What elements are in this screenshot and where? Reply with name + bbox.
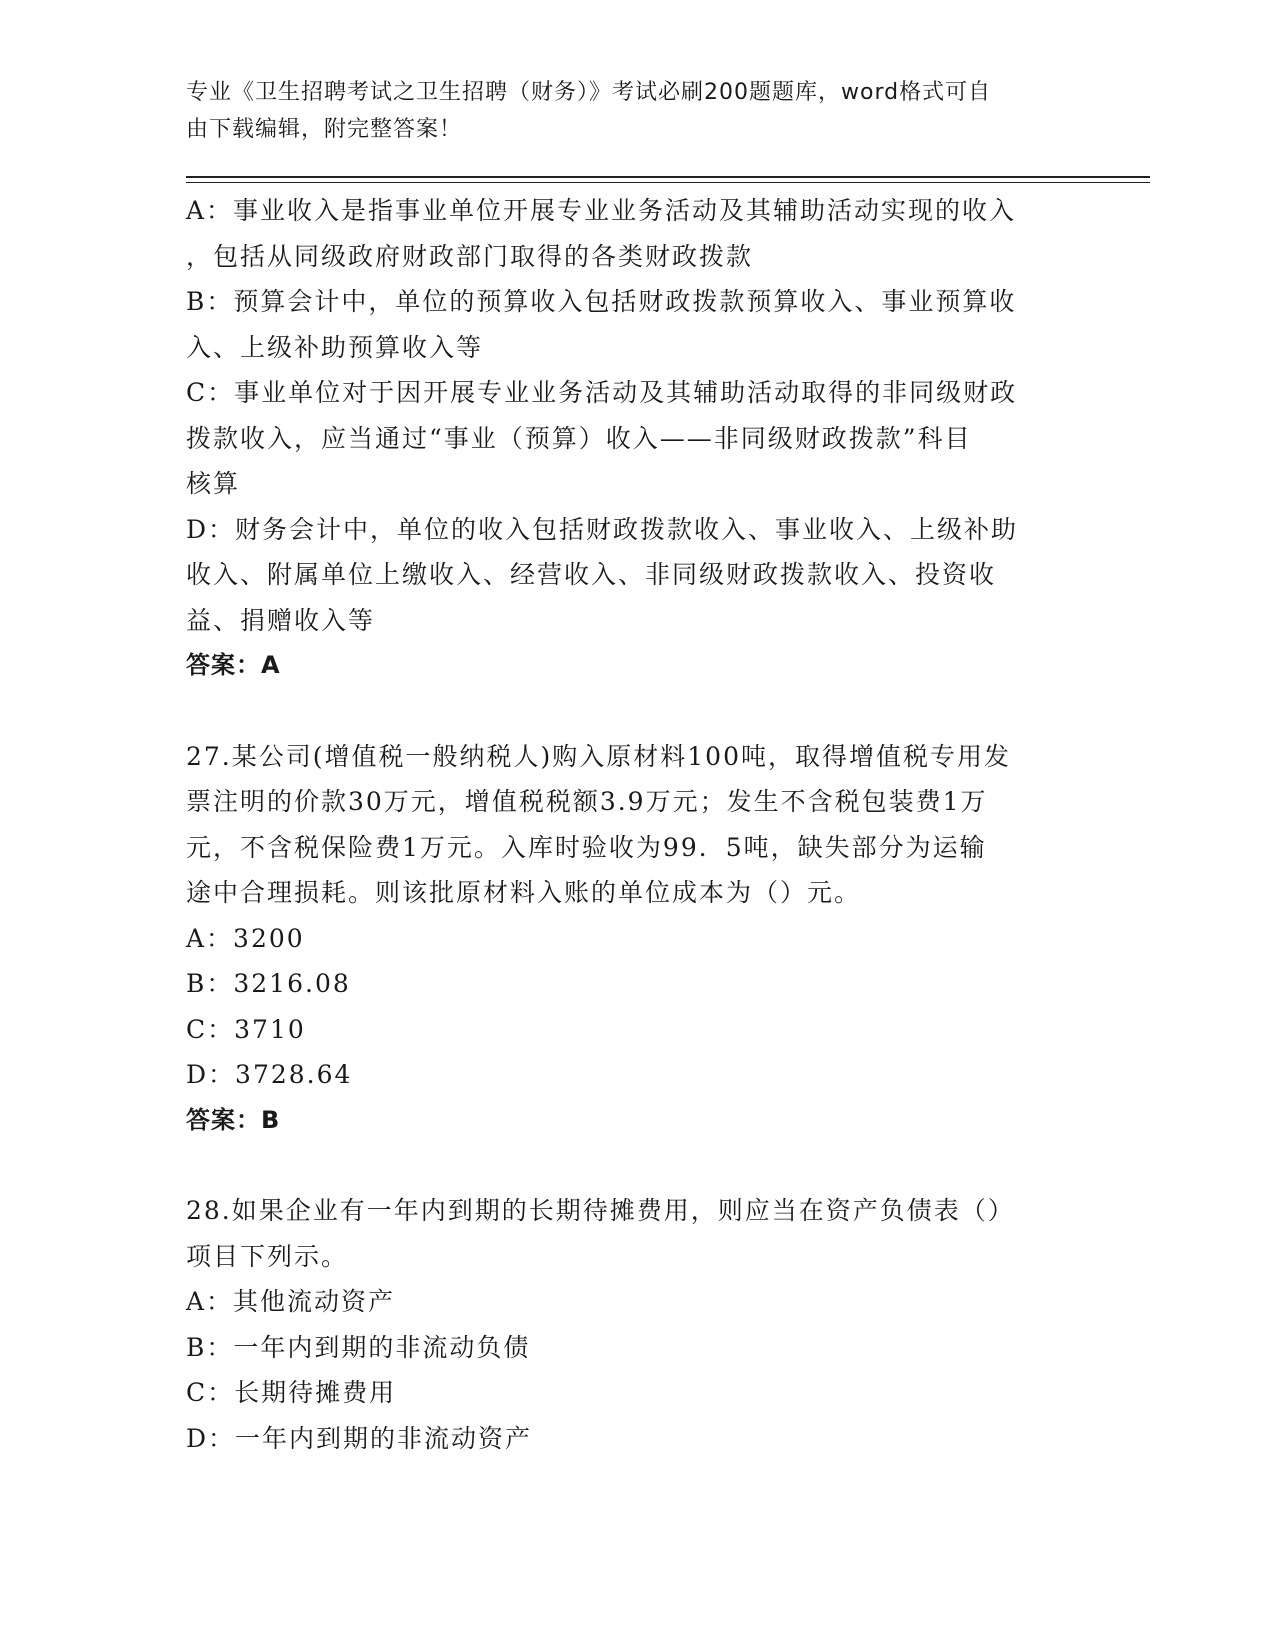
header-line-1: 专业《卫生招聘考试之卫生招聘（财务）》考试必刷200题题库，word格式可自 (186, 80, 992, 105)
option-a: A：3200 (186, 923, 305, 953)
header-rule-thin (186, 182, 1150, 183)
question-28 (186, 1188, 1071, 1461)
option-a: A：其他流动资产 (186, 1287, 396, 1316)
option-line: 拨款收入，应当通过“事业（预算）收入——非同级财政拨款”科目 (186, 423, 972, 453)
answer-26: 答案：A (186, 651, 281, 679)
question-stem-line: 项目下列示。 (186, 1241, 349, 1271)
header-rule-thick (186, 176, 1150, 178)
option-line: C：事业单位对于因开展专业业务活动及其辅助活动取得的非同级财政 (186, 378, 1018, 407)
question-stem-line: 28.如果企业有一年内到期的长期待摊费用，则应当在资产负债表（） (186, 1196, 1015, 1225)
spacer (186, 1143, 1071, 1188)
question-27 (186, 734, 1071, 1144)
option-line: ，包括从同级政府财政部门取得的各类财政拨款 (186, 241, 754, 271)
option-line: 益、捐赠收入等 (186, 605, 376, 635)
option-b: B：3216.08 (186, 969, 351, 998)
option-line: 核算 (186, 469, 241, 498)
option-line: B：预算会计中，单位的预算收入包括财政拨款预算收入、事业预算收 (186, 287, 1017, 316)
option-line: A：事业收入是指事业单位开展专业业务活动及其辅助活动实现的收入 (186, 196, 1017, 225)
spacer (186, 689, 1071, 734)
option-d: D：3728.64 (186, 1060, 353, 1089)
option-c: C：3710 (186, 1014, 306, 1044)
page-header (186, 74, 1066, 148)
question-26 (186, 188, 1071, 689)
option-line: 收入、附属单位上缴收入、经营收入、非同级财政拨款收入、投资收 (186, 560, 997, 589)
question-stem-line: 27.某公司(增值税一般纳税人)购入原材料100吨，取得增值税专用发 (186, 741, 1011, 771)
option-line: D：财务会计中，单位的收入包括财政拨款收入、事业收入、上级补助 (186, 514, 1019, 544)
header-line-2: 由下载编辑，附完整答案！ (186, 117, 463, 142)
question-stem-line: 元，不含税保险费1万元。入库时验收为99．5吨，缺失部分为运输 (186, 832, 987, 862)
answer-27: 答案：B (186, 1105, 281, 1134)
question-content (186, 188, 1071, 1461)
question-stem-line: 途中合理损耗。则该批原材料入账的单位成本为（）元。 (186, 878, 862, 907)
option-b: B：一年内到期的非流动负债 (186, 1332, 531, 1362)
option-line: 入、上级补助预算收入等 (186, 332, 484, 362)
option-c: C：长期待摊费用 (186, 1378, 397, 1407)
question-stem-line: 票注明的价款30万元，增值税税额3.9万元；发生不含税包装费1万 (186, 787, 988, 816)
option-d: D：一年内到期的非流动资产 (186, 1423, 533, 1453)
